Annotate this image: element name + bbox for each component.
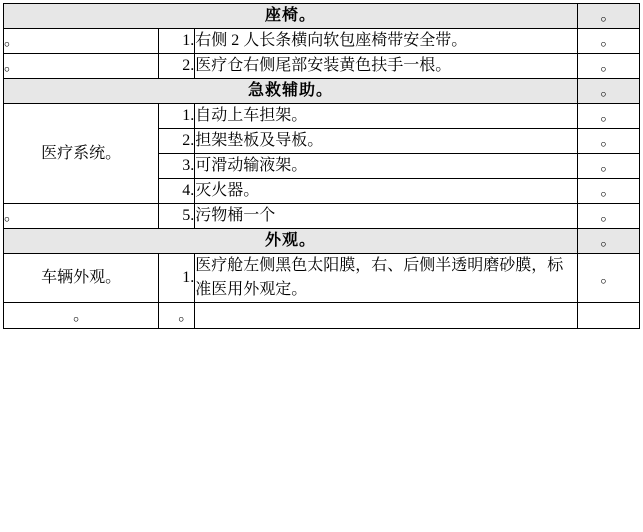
row-note: 。 (577, 179, 639, 204)
group-label-medical-system: 医疗系统。 (4, 104, 159, 204)
row-number: 3. (159, 154, 195, 179)
table-row (4, 29, 640, 54)
section-header-row (4, 79, 640, 104)
table-row (4, 104, 640, 129)
table-row (4, 54, 640, 79)
row-text: 医疗仓右侧尾部安装黄色扶手一根。 (195, 54, 578, 79)
row-text: 右侧 2 人长条横向软包座椅带安全带。 (195, 29, 578, 54)
row-number: 4. (159, 179, 195, 204)
section-header-row (4, 229, 640, 254)
specification-table (3, 3, 640, 329)
section-title-appearance: 外观。 (4, 229, 578, 254)
section-note-emergency-aid: 。 (577, 79, 639, 104)
row-label: 。 (4, 204, 159, 229)
section-header-row (4, 4, 640, 29)
row-note: 。 (577, 54, 639, 79)
row-number: 1. (159, 29, 195, 54)
footer-text (195, 303, 578, 329)
row-text: 灭火器。 (195, 179, 578, 204)
footer-note (577, 303, 639, 329)
section-title-seats: 座椅。 (4, 4, 578, 29)
row-note: 。 (577, 129, 639, 154)
section-title-emergency-aid: 急救辅助。 (4, 79, 578, 104)
row-text: 可滑动输液架。 (195, 154, 578, 179)
group-label-vehicle-appearance: 车辆外观。 (4, 254, 159, 303)
row-label: 。 (4, 29, 159, 54)
table-row-footer (4, 303, 640, 329)
row-text: 担架垫板及导板。 (195, 129, 578, 154)
footer-number: 。 (159, 303, 195, 329)
row-text: 自动上车担架。 (195, 104, 578, 129)
table-row (4, 254, 640, 303)
section-note-appearance: 。 (577, 229, 639, 254)
footer-label: 。 (4, 303, 159, 329)
row-text: 污物桶一个 (195, 204, 578, 229)
row-number: 1. (159, 104, 195, 129)
row-number: 2. (159, 54, 195, 79)
row-number: 2. (159, 129, 195, 154)
row-note: 。 (577, 254, 639, 303)
row-note: 。 (577, 29, 639, 54)
row-number: 5. (159, 204, 195, 229)
row-label: 。 (4, 54, 159, 79)
row-note: 。 (577, 104, 639, 129)
document-page (0, 3, 643, 532)
row-note: 。 (577, 204, 639, 229)
section-note-seats: 。 (577, 4, 639, 29)
row-text: 医疗舱左侧黑色太阳膜，右、后侧半透明磨砂膜，标准医用外观定。 (195, 254, 578, 303)
row-number: 1. (159, 254, 195, 303)
row-note: 。 (577, 154, 639, 179)
table-row (4, 204, 640, 229)
